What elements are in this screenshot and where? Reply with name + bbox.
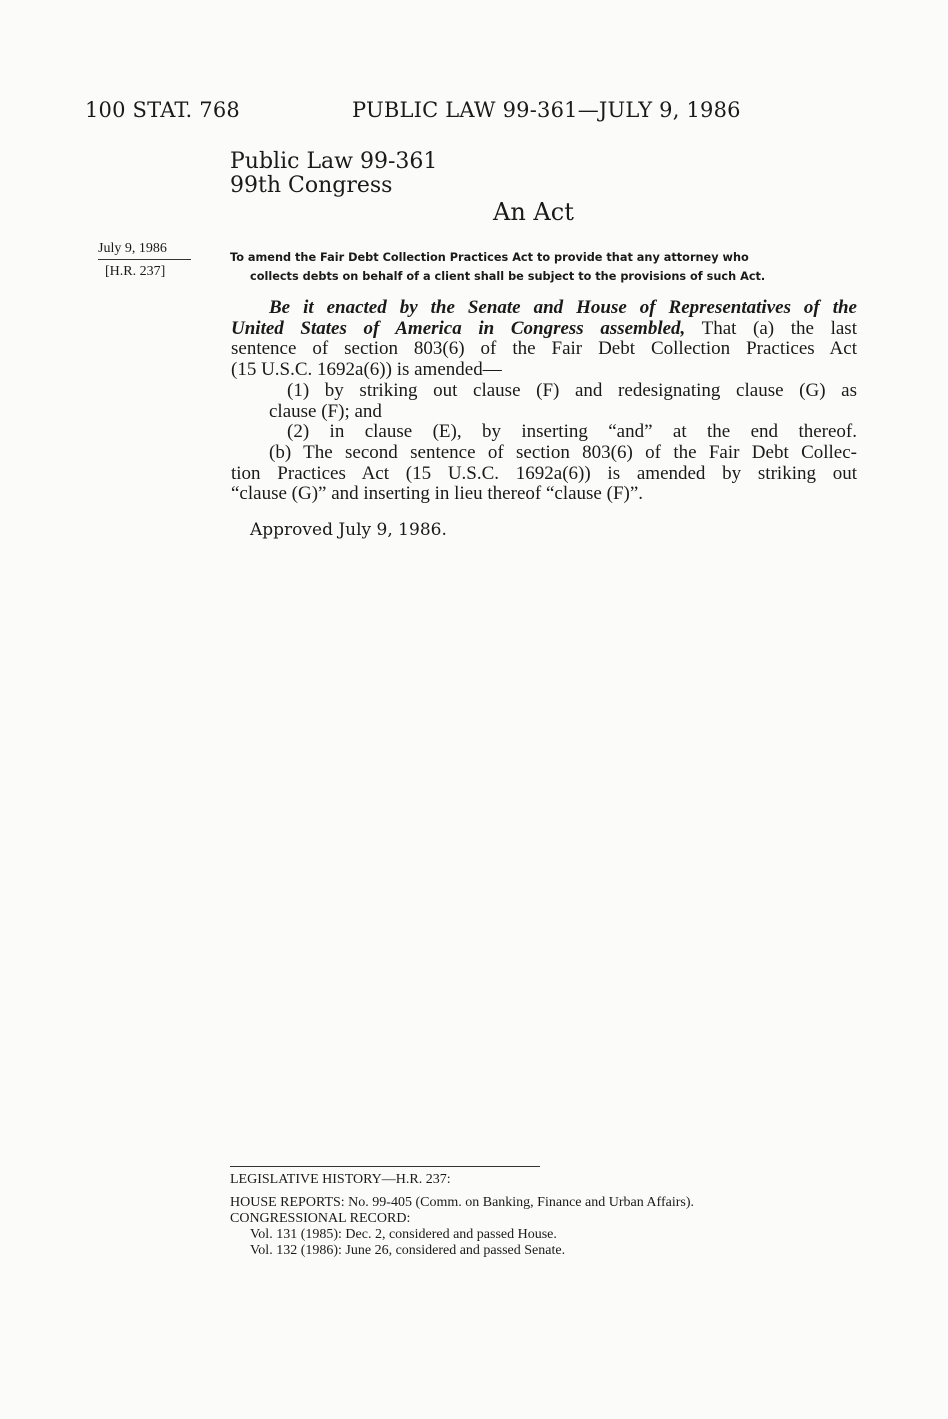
congressional-record: CONGRESSIONAL RECORD: xyxy=(230,1211,411,1226)
history-heading: LEGISLATIVE HISTORY—H.R. 237: xyxy=(230,1172,451,1187)
approval-date: Approved July 9, 1986. xyxy=(250,520,447,540)
amendment-item-2: (2) in clause (E), by inserting “and” at the end thereof. xyxy=(287,421,857,443)
house-reports: HOUSE REPORTS: No. 99-405 (Comm. on Banking, Finance and Urban Affairs). xyxy=(230,1195,694,1210)
history-divider xyxy=(230,1166,540,1167)
section-b-line: “clause (G)” and inserting in lieu thereof “clause (F)”. xyxy=(231,483,644,505)
stat-page-reference: 100 STAT. 768 xyxy=(85,98,240,122)
record-vol-132: Vol. 132 (1986): June 26, considered and passed Senate. xyxy=(250,1243,566,1258)
act-heading: An Act xyxy=(493,198,574,226)
margin-enactment-date: July 9, 1986 xyxy=(98,241,191,260)
body-line: (15 U.S.C. 1692a(6)) is amended— xyxy=(231,359,502,381)
amendment-item-1: (1) by striking out clause (F) and redesignating clause (G) as xyxy=(287,379,857,401)
margin-bill-number: [H.R. 237] xyxy=(105,264,166,279)
enacting-clause-line xyxy=(231,298,857,319)
enacting-clause: Be it enacted by the Senate and House of Representatives of the xyxy=(269,297,857,318)
section-b-line: (b) The second sentence of section 803(6) of the Fair Debt Collec- xyxy=(269,441,857,463)
legislative-history xyxy=(230,1172,850,1259)
enacting-text xyxy=(231,298,857,505)
long-title-line: collects debts on behalf of a client shall be subject to the provisions of such Act. xyxy=(250,270,766,283)
body-line: sentence of section 803(6) of the Fair Debt Collection Practices Act xyxy=(231,338,857,360)
long-title-line: To amend the Fair Debt Collection Practices Act to provide that any attorney who xyxy=(230,251,749,264)
long-title xyxy=(230,248,858,286)
record-vol-131: Vol. 131 (1985): Dec. 2, considered and passed House. xyxy=(250,1227,557,1242)
section-b-line: tion Practices Act (15 U.S.C. 1692a(6)) is amended by striking out xyxy=(231,462,857,484)
body-line xyxy=(231,319,857,340)
running-title: PUBLIC LAW 99-361—JULY 9, 1986 xyxy=(352,98,741,122)
enacting-clause-continued: United States of America in Congress assembled, xyxy=(231,317,686,339)
amendment-item-1-continued: clause (F); and xyxy=(269,400,382,422)
section-a-intro: That (a) the last xyxy=(685,317,857,339)
congress-number: 99th Congress xyxy=(230,173,393,198)
public-law-number: Public Law 99-361 xyxy=(230,149,438,174)
